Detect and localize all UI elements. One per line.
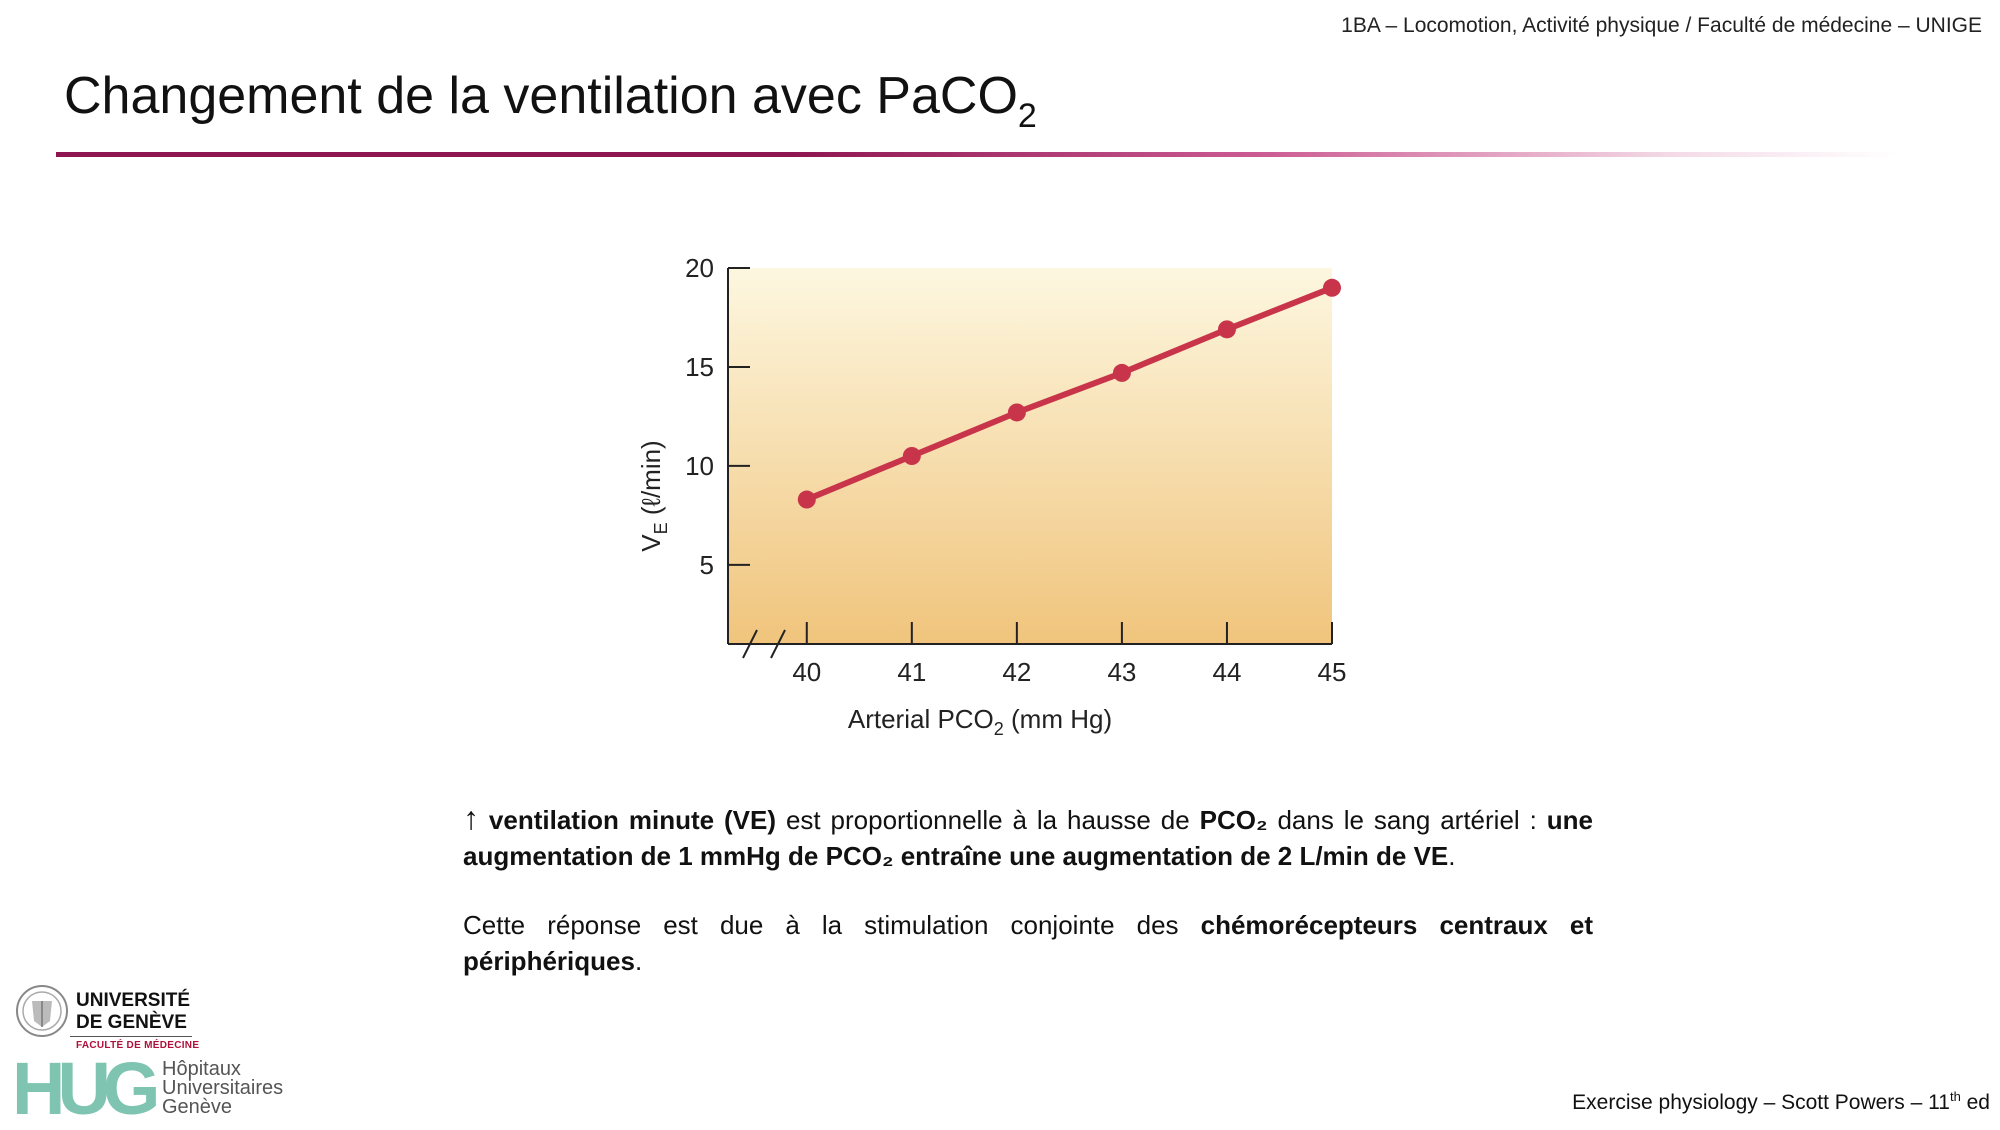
y-axis-label-main: V — [636, 534, 666, 552]
x-tick-label: 45 — [1317, 657, 1347, 687]
y-tick-label: 20 — [685, 253, 714, 283]
unige-name-line2: DE GENÈVE — [76, 1012, 187, 1033]
p1-bold-1: ventilation minute (VE) — [488, 805, 777, 835]
hug-name-line1: Hôpitaux — [162, 1058, 241, 1080]
unige-name-line1: UNIVERSITÉ — [76, 990, 191, 1011]
data-point — [1113, 364, 1131, 382]
course-header: 1BA – Locomotion, Activité physique / Faculté de médecine – UNIGE — [1341, 14, 1982, 37]
unige-divider — [70, 1036, 192, 1037]
slide-title-text: Changement de la ventilation avec PaCO — [64, 67, 1018, 125]
explanation-paragraph-2 — [463, 907, 1593, 979]
data-point — [1323, 279, 1341, 297]
x-tick-label: 41 — [897, 657, 927, 687]
x-tick-label: 40 — [792, 657, 822, 687]
p2-text-2: . — [634, 946, 643, 976]
explanation-paragraph-1 — [463, 800, 1593, 874]
reference-tail: ed — [1960, 1091, 1990, 1114]
reference-main: Exercise physiology – Scott Powers – 11 — [1572, 1091, 1950, 1114]
unige-name — [76, 990, 190, 1034]
hug-name-line3: Genève — [162, 1096, 233, 1118]
p1-bold-3: une augmentation de 1 mmHg de PCO₂ entraîne une augmentation de 2 L/min de VE — [463, 805, 1593, 871]
data-point — [1218, 320, 1236, 338]
unige-faculty: FACULTÉ DE MÉDECINE — [76, 1040, 200, 1051]
data-point — [903, 447, 921, 465]
data-point — [798, 491, 816, 509]
title-underline — [56, 152, 1896, 157]
x-tick-label: 42 — [1002, 657, 1032, 687]
data-point — [1008, 403, 1026, 421]
hug-logo-icon: HUG — [12, 1047, 153, 1130]
p1-text-1: est proportionnelle à la hausse de — [776, 805, 1200, 835]
y-axis-label — [636, 440, 671, 551]
y-tick-label: 5 — [699, 549, 714, 580]
hug-name-line2: Universitaires — [162, 1077, 284, 1099]
x-axis-label-main: Arterial PCO — [847, 704, 994, 734]
y-axis-label-tail: (ℓ/min) — [636, 440, 666, 523]
x-axis-label-tail: (mm Hg) — [1003, 704, 1113, 734]
p1-text-3: . — [1448, 841, 1456, 871]
x-axis-label-sub: 2 — [993, 719, 1004, 739]
x-tick-label: 43 — [1107, 657, 1137, 687]
p2-text-1: Cette réponse est due à la stimulation conjointe des — [463, 910, 1201, 940]
y-axis-label-sub: E — [651, 522, 671, 535]
reference-footer — [1572, 1089, 1990, 1115]
p1-text-2: dans le sang artériel : — [1267, 805, 1547, 835]
x-axis-label — [848, 704, 1112, 739]
p2-bold-1: chémorécepteurs centraux et périphériques — [463, 910, 1593, 976]
ventilation-chart — [600, 240, 1360, 740]
y-tick-label: 10 — [685, 450, 714, 481]
hug-name — [162, 1060, 283, 1117]
slide-title-subscript: 2 — [1017, 97, 1037, 135]
slide-title — [64, 66, 1037, 136]
p1-bold-2: PCO₂ — [1199, 805, 1268, 835]
y-tick-label: 15 — [685, 351, 714, 382]
x-tick-label: 44 — [1212, 657, 1242, 687]
reference-sup: th — [1949, 1089, 1961, 1104]
up-arrow-icon: ↑ — [463, 800, 479, 836]
